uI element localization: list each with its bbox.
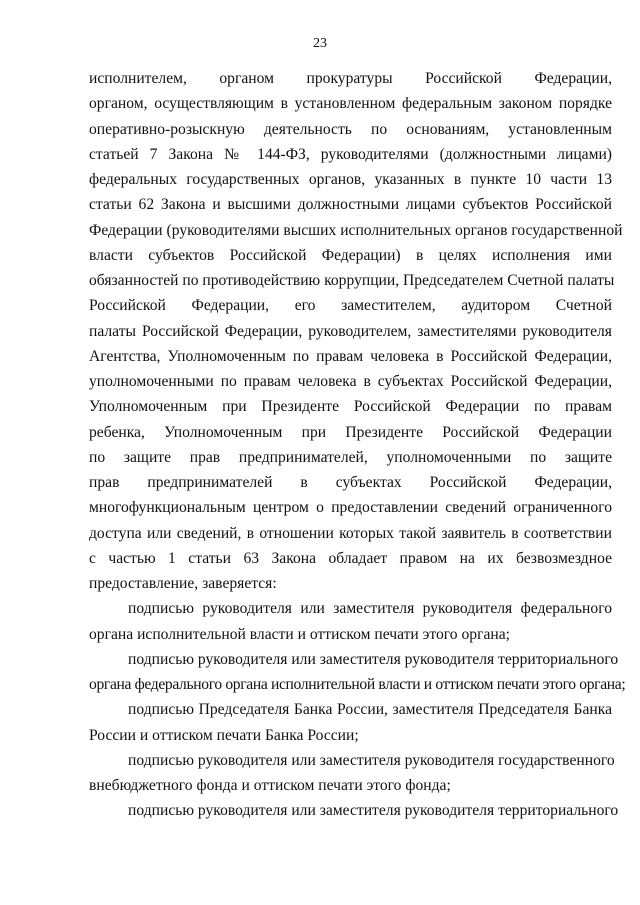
text-line: органа федерального органа исполнительной власти и оттиском печати этого органа; <box>89 676 626 693</box>
text-line: органа исполнительной власти и оттиском печати этого органа; <box>89 625 510 643</box>
text-line: исполнителем, органом прокуратуры Российской Федерации, <box>89 70 612 87</box>
text-line: с частью 1 статьи 63 Закона обладает правом на их безвозмездное <box>89 549 612 567</box>
text-line: по защите прав предпринимателей, уполномоченными по защите <box>89 448 612 466</box>
text-line: подписью руководителя или заместителя руководителя федерального <box>128 600 612 618</box>
text-line: Российской Федерации, его заместителем, аудитором Счетной <box>89 297 612 315</box>
text-line: подписью руководителя или заместителя руководителя территориального <box>128 802 619 820</box>
text-line: Уполномоченным при Президенте Российской Федерации по правам <box>89 398 612 416</box>
text-line: подписью руководителя или заместителя руководителя территориального <box>128 650 619 668</box>
text-line: предоставление, заверяется: <box>89 575 277 592</box>
text-line: подписью руководителя или заместителя руководителя государственного <box>128 751 615 769</box>
text-line: федеральных государственных органов, указанных в пункте 10 части 13 <box>89 171 612 188</box>
text-line: ребенка, Уполномоченным при Президенте Российской Федерации <box>89 423 612 441</box>
text-line: власти субъектов Российской Федерации) в целях исполнения ими <box>89 246 612 264</box>
text-line: обязанностей по противодействию коррупции, Председателем Счетной палаты <box>89 272 615 289</box>
text-line: уполномоченными по правам человека в субъектах Российской Федерации, <box>89 373 612 390</box>
text-line: статьи 62 Закона и высшими должностными лицами субъектов Российской <box>89 196 612 214</box>
text-line: Агентства, Уполномоченным по правам человека в Российской Федерации, <box>89 347 612 365</box>
text-line: органом, осуществляющим в установленном федеральным законом порядке <box>89 95 612 113</box>
text-line: доступа или сведений, в отношении которых такой заявитель в соответствии <box>89 524 612 542</box>
text-line: оперативно-розыскную деятельность по основаниям, установленным <box>89 120 612 138</box>
page-number: 23 <box>313 36 327 51</box>
text-line: внебюджетного фонда и оттиском печати этого фонда; <box>89 777 451 794</box>
text-line: подписью Председателя Банка России, заместителя Председателя Банка <box>128 701 612 719</box>
text-line: прав предпринимателей в субъектах Российской Федерации, <box>89 474 612 491</box>
text-line: многофункциональным центром о предоставлении сведений ограниченного <box>89 499 612 517</box>
text-line: статьей 7 Закона № 144-ФЗ, руководителями (должностными лицами) <box>89 145 612 163</box>
document-body <box>89 66 626 824</box>
text-line: России и оттиском печати Банка России; <box>89 726 359 744</box>
text-line: палаты Российской Федерации, руководителем, заместителями руководителя <box>89 322 612 340</box>
text-line: Федерации (руководителями высших исполнительных органов государственной <box>89 221 623 239</box>
